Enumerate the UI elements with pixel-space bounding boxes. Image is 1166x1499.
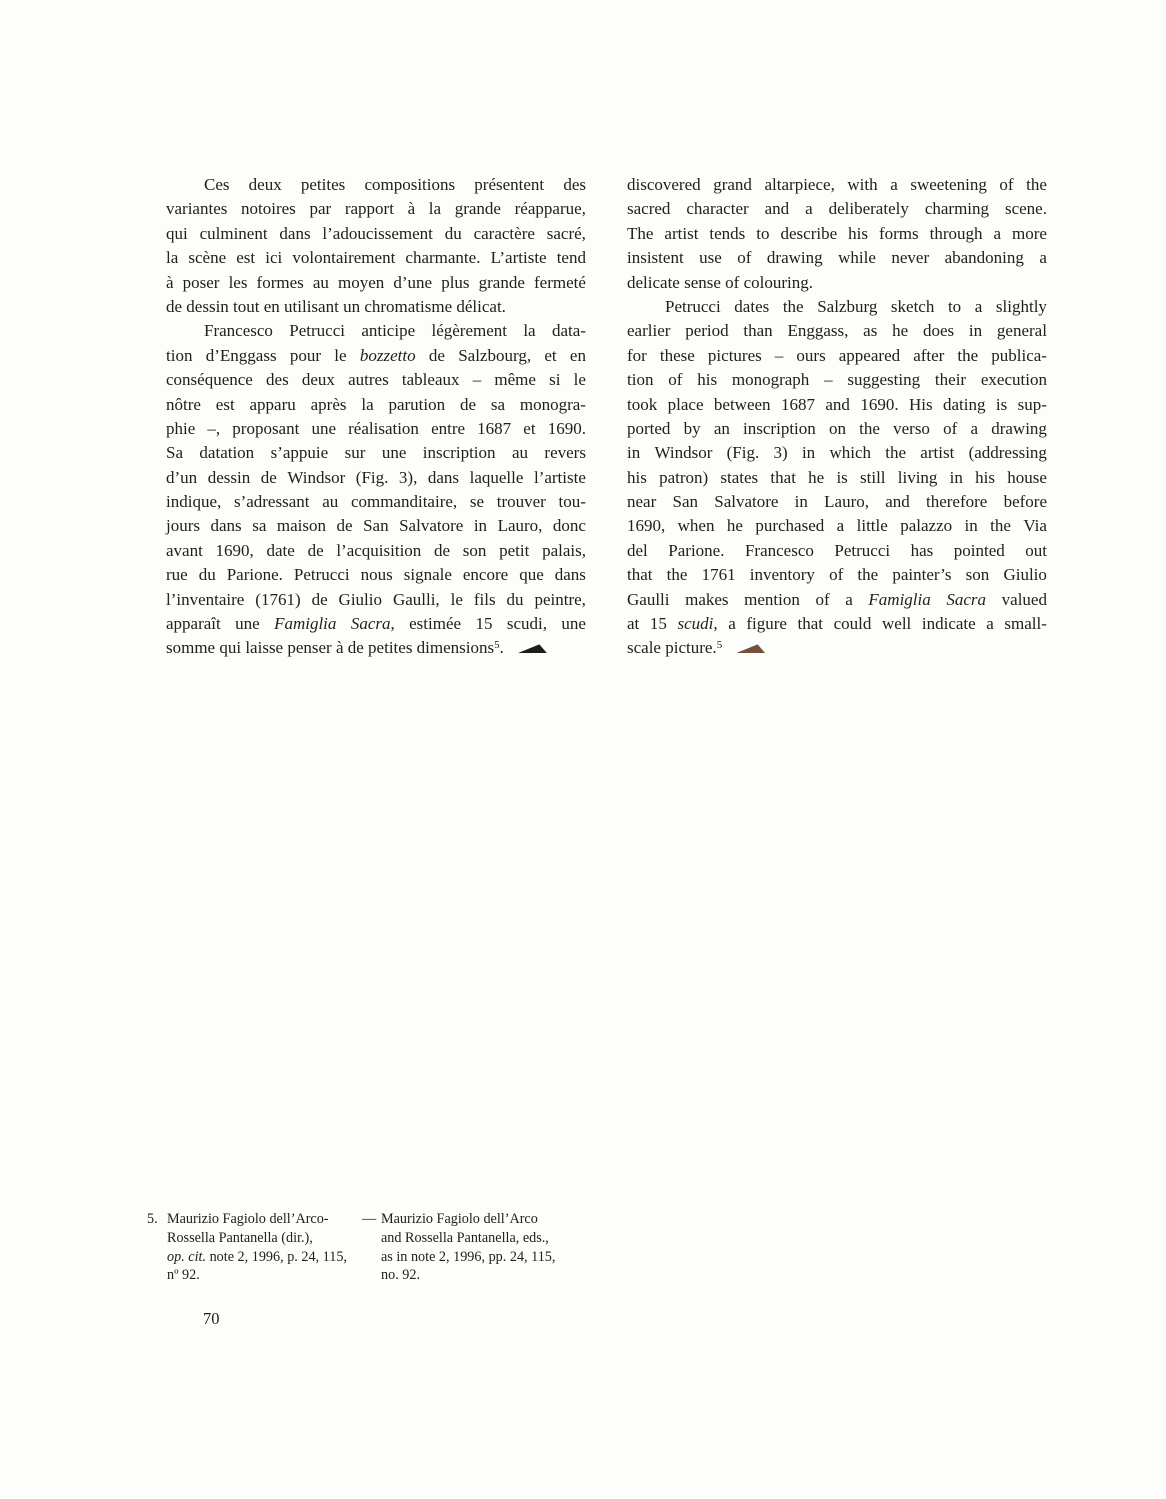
text-column-english — [627, 173, 1047, 661]
text-line: Sa datation s’appuie sur une inscription au revers — [166, 443, 586, 463]
footnote-number: 5. — [147, 1211, 158, 1227]
text-line: apparaît une Famiglia Sacra, estimée 15 scudi, une — [166, 614, 586, 634]
text-line: his patron) states that he is still living in his house — [627, 467, 1047, 487]
text-line: delicate sense of colouring. — [627, 272, 813, 292]
footnote-line: Maurizio Fagiolo dell’Arco — [381, 1211, 538, 1227]
footnote-line: as in note 2, 1996, pp. 24, 115, — [381, 1248, 556, 1265]
text-line: scale picture.$^5$ — [627, 636, 1047, 660]
text-line: near San Salvatore in Lauro, and therefore before — [627, 492, 1047, 512]
footnote-line: Maurizio Fagiolo dell’Arco- — [167, 1211, 329, 1227]
text-line: Petrucci dates the Salzburg sketch to a slightly — [665, 296, 1047, 316]
page-number: 70 — [203, 1309, 220, 1328]
text-line: avant 1690, date de l’acquisition de son petit palais, — [166, 540, 586, 560]
text-line: indique, s’adressant au commanditaire, se trouver tou- — [166, 492, 586, 512]
text-line: insistent use of drawing while never abandoning a — [627, 248, 1047, 268]
text-line: phie –, proposant une réalisation entre 1687 et 1690. — [166, 418, 586, 438]
footnote-dash: — — [362, 1211, 377, 1227]
text-line: d’un dessin de Windsor (Fig. 3), dans laquelle l’artiste — [166, 467, 586, 487]
text-line: earlier period than Enggass, as he does in general — [627, 321, 1047, 341]
footnote-line: no. 92. — [381, 1267, 421, 1284]
text-line: in Windsor (Fig. 3) in which the artist (addressing — [627, 443, 1047, 463]
text-line: l’inventaire (1761) de Giulio Gaulli, le fils du peintre, — [166, 589, 586, 609]
text-line: qui culminent dans l’adoucissement du caractère sacré, — [166, 223, 586, 243]
footnote-english — [362, 1210, 596, 1285]
text-line: rue du Parione. Petrucci nous signale encore que dans — [166, 565, 586, 585]
end-of-article-icon — [517, 644, 547, 653]
text-line: Ces deux petites compositions présentent des — [204, 175, 586, 194]
text-line: conséquence des deux autres tableaux – même si le — [166, 370, 586, 390]
text-line: that the 1761 inventory of the painter’s son Giulio — [627, 565, 1047, 585]
text-line: The artist tends to describe his forms through a more — [627, 223, 1047, 243]
text-line: jours dans sa maison de San Salvatore in Lauro, donc — [166, 516, 586, 536]
text-line: de dessin tout en utilisant un chromatisme délicat. — [166, 296, 506, 316]
footnote-french — [147, 1210, 382, 1285]
text-line: discovered grand altarpiece, with a sweetening of the — [627, 175, 1047, 194]
text-line: tion d’Enggass pour le bozzetto de Salzbourg, et en — [166, 345, 586, 365]
footnote-line: nº 92. — [167, 1267, 200, 1284]
text-line: nôtre est apparu après la parution de sa monogra- — [166, 394, 586, 414]
footnote-text — [167, 1210, 382, 1285]
text-line: at 15 scudi, a figure that could well indicate a small- — [627, 614, 1047, 634]
footnote-line: Rossella Pantanella (dir.), — [167, 1229, 313, 1246]
text-line: for these pictures – ours appeared after the publica- — [627, 345, 1047, 365]
text-line: à poser les formes au moyen d’une plus grande fermeté — [166, 272, 586, 292]
text-line: Francesco Petrucci anticipe légèrement la data- — [204, 321, 586, 341]
text-line: del Parione. Francesco Petrucci has pointed out — [627, 540, 1047, 560]
footnote-line: op. cit. note 2, 1996, p. 24, 115, — [167, 1248, 347, 1265]
text-line: ported by an inscription on the verso of a drawing — [627, 418, 1047, 438]
text-line: 1690, when he purchased a little palazzo in the Via — [627, 516, 1047, 536]
footnote-text — [381, 1210, 596, 1285]
footnote-line: and Rossella Pantanella, eds., — [381, 1229, 549, 1246]
text-column-french — [166, 173, 586, 661]
text-line: took place between 1687 and 1690. His dating is sup- — [627, 394, 1047, 414]
text-line: sacred character and a deliberately charming scene. — [627, 199, 1047, 219]
text-line: somme qui laisse penser à de petites dimensions$^5$. — [166, 636, 586, 660]
text-line: Gaulli makes mention of a Famiglia Sacra valued — [627, 589, 1047, 609]
text-line: la scène est ici volontairement charmante. L’artiste tend — [166, 248, 586, 268]
text-line: variantes notoires par rapport à la grande réapparue, — [166, 199, 586, 219]
end-of-article-icon — [735, 644, 765, 653]
text-line: tion of his monograph – suggesting their execution — [627, 370, 1047, 390]
